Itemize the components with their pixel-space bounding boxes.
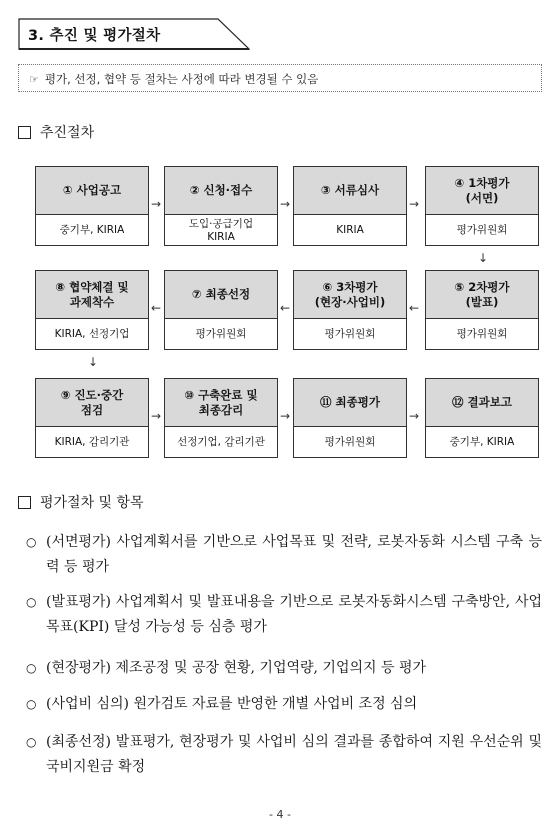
process-heading (18, 122, 94, 142)
evaluation-item (26, 656, 542, 681)
process-step-owner: 중기부, KIRIA (449, 436, 515, 448)
evaluation-item (26, 730, 542, 780)
pointing-hand-icon: ☞ (29, 73, 39, 86)
process-step-12 (425, 378, 539, 458)
bullet-circle-icon: ○ (26, 595, 37, 609)
process-step-1 (35, 166, 149, 246)
arrow-down-icon: ↓ (88, 355, 99, 369)
bullet-circle-icon: ○ (26, 535, 37, 549)
bullet-circle-icon: ○ (26, 735, 37, 749)
notice-box (18, 64, 542, 92)
evaluation-item (26, 590, 542, 640)
checkbox-square-icon (18, 496, 31, 509)
checkbox-square-icon (18, 126, 31, 139)
evaluation-heading (18, 492, 144, 512)
process-step-owner: 평가위원회 (456, 224, 508, 236)
process-step-3 (293, 166, 407, 246)
process-step-title: ④ 1차평가 (서면) (426, 167, 538, 215)
arrow-right-icon: → (280, 197, 291, 211)
process-step-title: ③ 서류심사 (294, 167, 406, 215)
evaluation-item-text: (발표평가) 사업계획서 및 발표내용을 기반으로 로봇자동화시스템 구축방안, 사업목표(KPI) 달성 가능성 등 심층 평가 (46, 594, 542, 635)
arrow-right-icon: → (151, 197, 162, 211)
section-header (18, 18, 250, 50)
process-step-title: ② 신청·접수 (165, 167, 277, 215)
arrow-right-icon: → (280, 409, 291, 423)
bullet-circle-icon: ○ (26, 697, 37, 711)
process-step-owner: 평가위원회 (195, 328, 247, 340)
process-step-owner: KIRIA, 감리기관 (54, 436, 130, 448)
process-step-2 (164, 166, 278, 246)
process-step-title: ⑪ 최종평가 (294, 379, 406, 427)
process-step-title: ⑧ 협약체결 및 과제착수 (36, 271, 148, 319)
evaluation-item-text: (사업비 심의) 원가검토 자료를 반영한 개별 사업비 조정 심의 (46, 696, 418, 712)
process-step-title: ⑩ 구축완료 및 최종감리 (165, 379, 277, 427)
process-step-title: ⑦ 최종선정 (165, 271, 277, 319)
process-step-owner: 평가위원회 (324, 436, 376, 448)
process-step-6 (293, 270, 407, 350)
process-step-owner: KIRIA, 선정기업 (54, 328, 130, 340)
notice-text: 평가, 선정, 협약 등 절차는 사정에 따라 변경될 수 있음 (44, 72, 319, 86)
process-step-10 (164, 378, 278, 458)
process-step-8 (35, 270, 149, 350)
evaluation-heading-text: 평가절차 및 항목 (40, 495, 144, 511)
evaluation-item (26, 692, 542, 717)
page-number: - 4 - (269, 808, 291, 821)
arrow-right-icon: → (151, 409, 162, 423)
arrow-left-icon: ← (151, 301, 162, 315)
process-step-title: ① 사업공고 (36, 167, 148, 215)
process-step-owner: 평가위원회 (456, 328, 508, 340)
process-step-owner: 평가위원회 (324, 328, 376, 340)
process-step-4 (425, 166, 539, 246)
process-step-owner: 도입·공급기업 KIRIA (188, 217, 254, 243)
evaluation-item-text: (최종선정) 발표평가, 현장평가 및 사업비 심의 결과를 종합하여 지원 우선순위 및 국비지원금 확정 (46, 734, 542, 775)
evaluation-item-text: (서면평가) 사업계획서를 기반으로 사업목표 및 전략, 로봇자동화 시스템 구축 능력 등 평가 (46, 534, 542, 575)
process-step-11 (293, 378, 407, 458)
process-step-title: ⑫ 결과보고 (426, 379, 538, 427)
process-step-5 (425, 270, 539, 350)
evaluation-item-text: (현장평가) 제조공정 및 공장 현황, 기업역량, 기업의지 등 평가 (46, 660, 427, 676)
process-step-title: ⑤ 2차평가 (발표) (426, 271, 538, 319)
bullet-circle-icon: ○ (26, 661, 37, 675)
arrow-left-icon: ← (280, 301, 291, 315)
process-heading-text: 추진절차 (40, 125, 95, 141)
arrow-right-icon: → (409, 197, 420, 211)
section-title: 3. 추진 및 평가절차 (28, 28, 161, 44)
arrow-right-icon: → (409, 409, 420, 423)
arrow-down-icon: ↓ (478, 251, 489, 265)
evaluation-item (26, 530, 542, 580)
process-step-owner: 중기부, KIRIA (59, 224, 125, 236)
process-step-title: ⑥ 3차평가 (현장·사업비) (294, 271, 406, 319)
process-step-title: ⑨ 진도·중간 점검 (36, 379, 148, 427)
process-step-9 (35, 378, 149, 458)
process-step-owner: 선정기업, 감리기관 (177, 436, 265, 448)
arrow-left-icon: ← (409, 301, 420, 315)
process-step-7 (164, 270, 278, 350)
process-step-owner: KIRIA (336, 224, 364, 236)
